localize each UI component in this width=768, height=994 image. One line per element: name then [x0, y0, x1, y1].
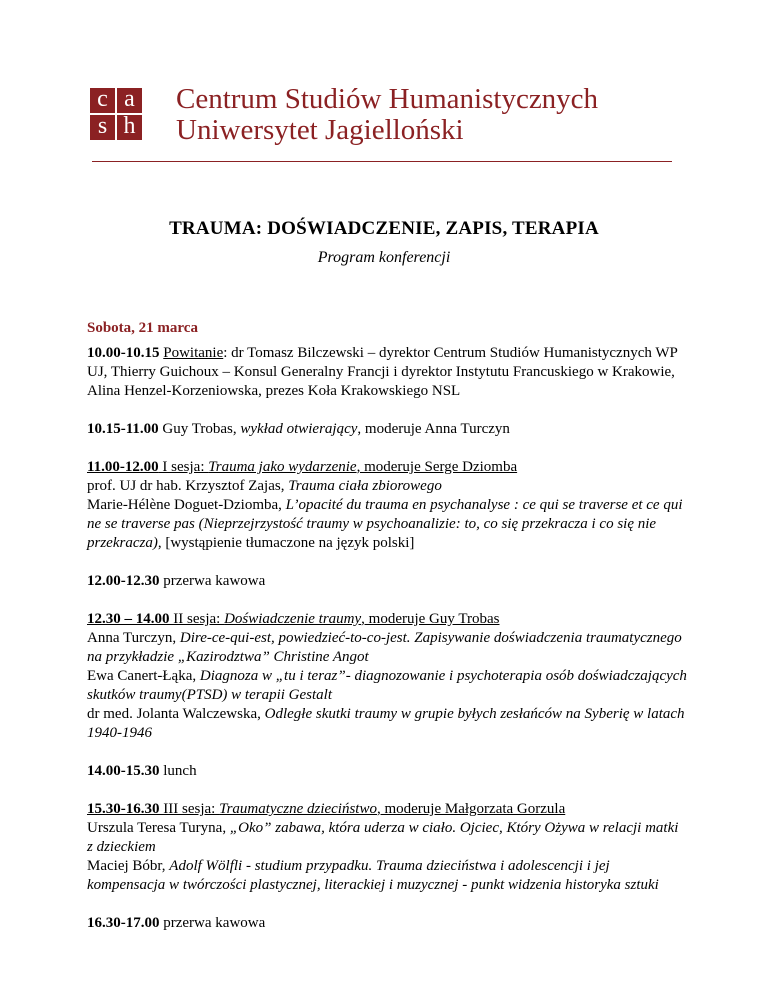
talk-title: Odległe skutki traumy w grupie byłych zesłańców na Syberię w latach 1940-1946 [87, 706, 685, 741]
institution-name [176, 84, 598, 146]
header [90, 84, 690, 164]
talk-author: Urszula Teresa Turyna, [87, 820, 230, 836]
talk [87, 667, 687, 705]
item-text: , moderuje Anna Turczyn [357, 421, 510, 437]
conference-title: TRAUMA: DOŚWIADCZENIE, ZAPIS, TERAPIA [169, 218, 599, 239]
item-text: : dr Tomasz Bilczewski – dyrektor Centrum Studiów Humanistycznych WP UJ, Thierry Guichoux – Konsul Generalny Francji i dyrektor Instytutu Francuskiego w Krakowie, Alina Henzel-Korzeniowska, prezes Koła Krakowskiego NSL [87, 345, 678, 399]
item-time: 10.15-11.00 [87, 421, 159, 437]
item-text: II sesja: [169, 611, 225, 627]
institution-line-2: Uniwersytet Jagielloński [176, 114, 464, 146]
item-time: 15.30-16.30 [87, 801, 160, 817]
logo-letter: h [117, 115, 142, 140]
logo-letter: c [90, 88, 115, 113]
conference-subtitle: Program konferencji [317, 249, 451, 266]
item-text: III sesja: [159, 801, 220, 817]
talk-title: „Oko” zabawa, która uderza w ciało. Ojciec, Który Ożywa w relacji matki z dzieckiem [87, 820, 679, 855]
logo-letter: s [90, 115, 115, 140]
program-item-coffee-break-2 [87, 914, 687, 933]
item-time: 11.00-12.00 [87, 459, 159, 475]
item-text: Guy Trobas, [158, 421, 241, 437]
item-text: lunch [159, 763, 197, 779]
talk-title: Dire-ce-qui-est, powiedzieć-to-co-jest. Zapisywanie doświadczenia traumatycznego na przykładzie „Kazirodztwa” Christine Angot [87, 630, 682, 665]
talk-title: Diagnoza w „tu i teraz”- diagnozowanie i psychoterapia osób doświadczających skutków traumy(PTSD) w terapii Gestalt [87, 668, 687, 703]
item-text: I sesja: [158, 459, 209, 475]
item-time: 16.30-17.00 [87, 915, 160, 931]
talk-author: Maciej Bóbr, [87, 858, 170, 874]
talk-author: Ewa Canert-Łąka, [87, 668, 200, 684]
talk-author: dr med. Jolanta Walczewska, [87, 706, 265, 722]
talk-author: prof. UJ dr hab. Krzysztof Zajas, [87, 478, 289, 494]
talk-title: Trauma ciała zbiorowego [288, 478, 442, 494]
talk-title: Adolf Wölfli - studium przypadku. Trauma dzieciństwa i adolescencji i jej kompensacja w twórczości plastycznej, literackiej i muzycznej - punkt widzenia historyka sztuki [87, 858, 659, 893]
talk-author: Anna Turczyn, [87, 630, 180, 646]
program-item-coffee-break-1 [87, 572, 687, 591]
talk [87, 705, 687, 743]
session-title: Trauma jako wydarzenie [208, 459, 357, 475]
item-text: przerwa kawowa [159, 915, 266, 931]
item-text: przerwa kawowa [159, 573, 266, 589]
item-label: Powitanie [163, 345, 224, 361]
program [87, 319, 687, 952]
talk [87, 477, 687, 496]
institution-line-1: Centrum Studiów Humanistycznych [176, 83, 599, 115]
program-item-lunch [87, 762, 687, 781]
program-item-session-1 [87, 458, 687, 553]
session-heading [87, 458, 687, 477]
program-item-session-3 [87, 800, 687, 895]
session-heading [87, 800, 687, 819]
talk-author: Marie-Hélène Doguet-Dziomba, [87, 497, 286, 513]
talk [87, 496, 687, 553]
talk [87, 857, 687, 895]
session-title: Traumatyczne dzieciństwo [219, 801, 377, 817]
day-heading: Sobota, 21 marca [87, 320, 198, 336]
logo-letter: a [117, 88, 142, 113]
item-text: , moderuje Guy Trobas [361, 611, 500, 627]
item-time: 12.30 – 14.00 [87, 611, 170, 627]
talk-title: L’opacité du trauma en psychanalyse : ce qui se traverse et ce qui ne se traverse pas (Nieprzejrzystość traumy w psychoanalizie: to, co się przekracza i co się nie przekracza) [87, 497, 683, 551]
talk-note: , [wystąpienie tłumaczone na język polski] [157, 535, 415, 551]
item-text: , moderuje Małgorzata Gorzula [376, 801, 566, 817]
item-time: 10.00-10.15 [87, 345, 160, 361]
program-item-session-2 [87, 610, 687, 743]
cash-logo [90, 88, 142, 140]
item-title: wykład otwierający [240, 421, 358, 437]
program-item-welcome [87, 344, 687, 401]
header-divider [92, 161, 672, 162]
talk [87, 819, 687, 857]
talk [87, 629, 687, 667]
session-heading [87, 610, 687, 629]
item-time: 12.00-12.30 [87, 573, 160, 589]
program-item-opening-lecture [87, 420, 687, 439]
item-text: , moderuje Serge Dziomba [356, 459, 518, 475]
item-time: 14.00-15.30 [87, 763, 160, 779]
session-title: Doświadczenie traumy [224, 611, 362, 627]
